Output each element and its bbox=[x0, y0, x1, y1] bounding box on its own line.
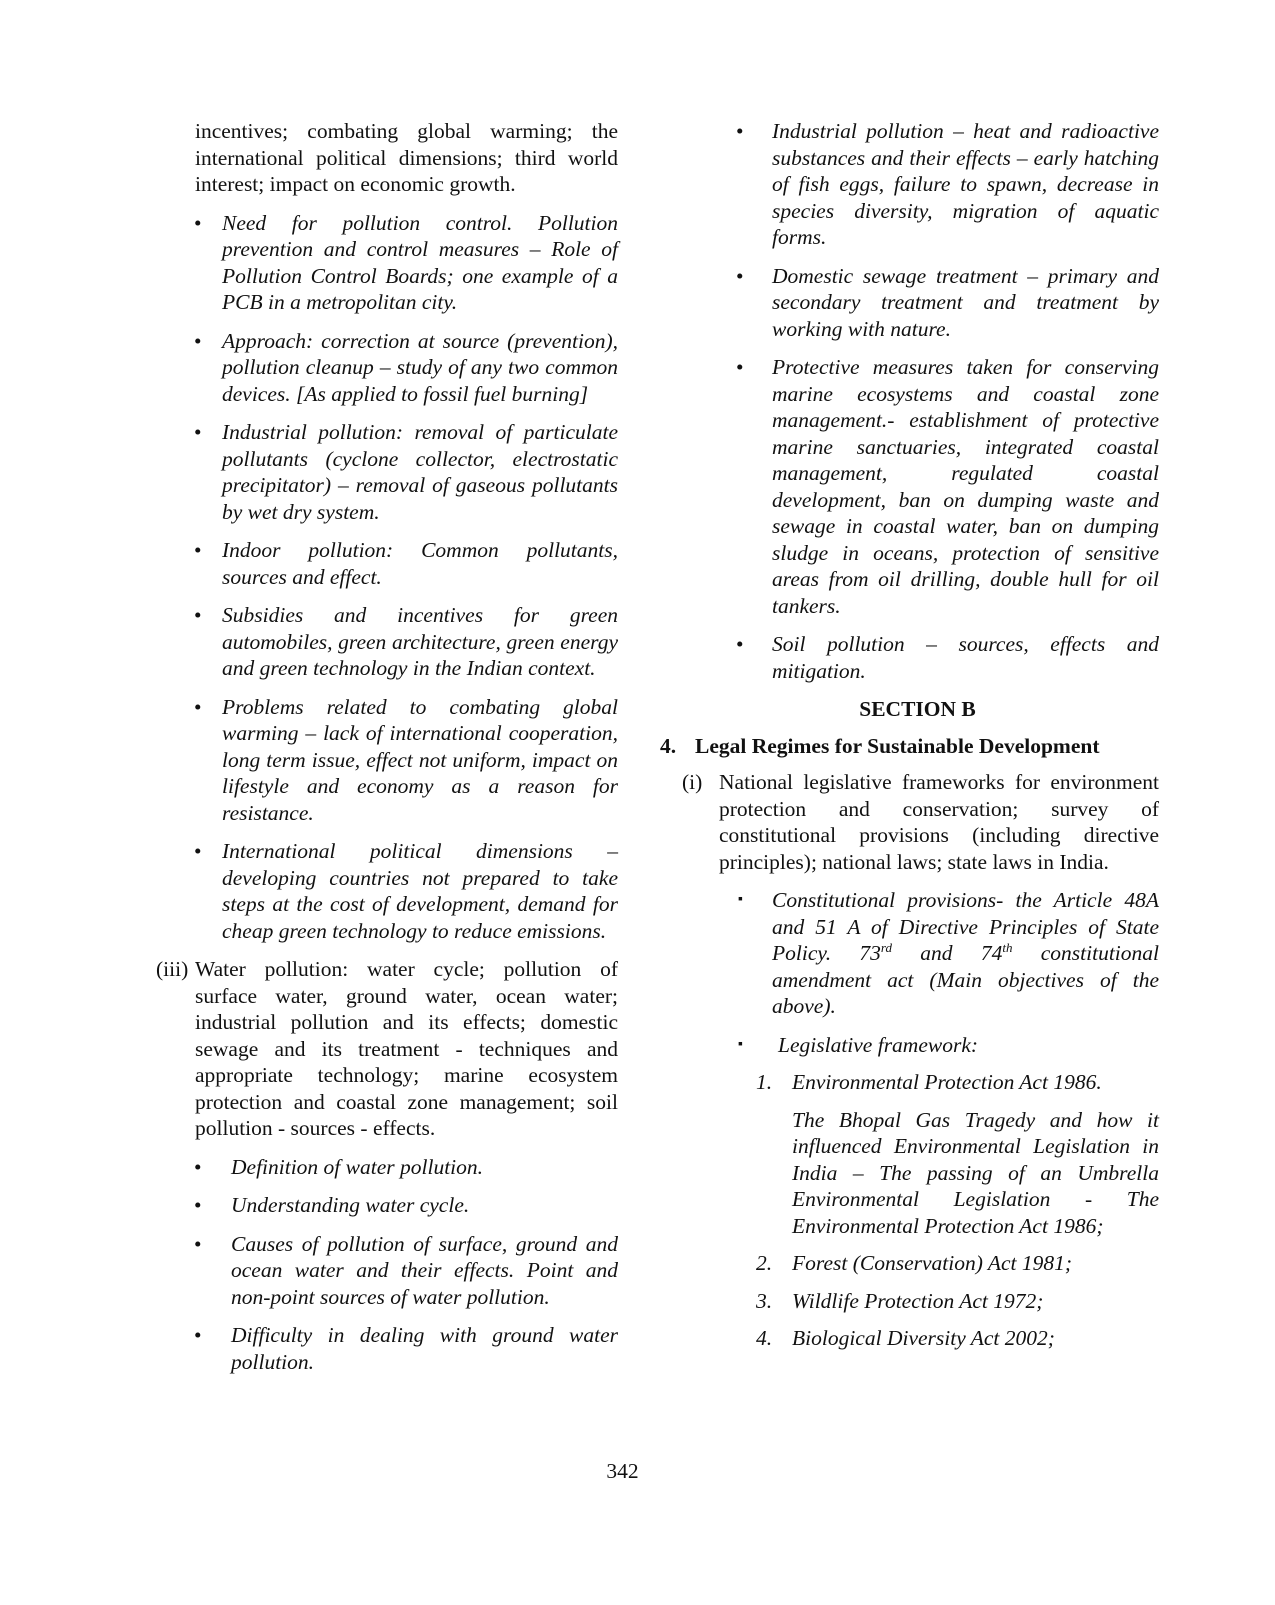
list-item: • Understanding water cycle. bbox=[194, 1193, 470, 1217]
bullet-marker: • bbox=[736, 355, 744, 379]
list-item: • International political dimensions – developing countries not prepared to take steps at the cost of development, demand for cheap green technology to reduce emissions. bbox=[194, 839, 618, 943]
square-list-item: ▪ Constitutional provisions- the Article 48A and 51 A of Directive Principles of State Policy. 73rd and 74th constitutional amendment act (Main objectives of the above). bbox=[738, 888, 1159, 1018]
section-marker: (iii) bbox=[156, 957, 189, 981]
act-item: 3. Wildlife Protection Act 1972; bbox=[756, 1288, 1044, 1313]
square-bullet-marker: ▪ bbox=[738, 1036, 743, 1052]
list-item: • Definition of water pollution. bbox=[194, 1154, 484, 1179]
left-column bbox=[156, 118, 618, 1375]
list-item: • Domestic sewage treatment – primary and secondary treatment and treatment by working with nature. bbox=[736, 263, 1159, 341]
bullet-marker: • bbox=[194, 1193, 202, 1217]
bullet-marker: • bbox=[194, 1323, 202, 1347]
bullet-marker: • bbox=[194, 694, 202, 719]
right-column bbox=[656, 118, 1159, 1352]
bullet-marker: • bbox=[736, 119, 744, 143]
list-item: • Problems related to combating global warming – lack of international cooperation, long term issue, effect not uniform, impact on lifestyle and economy as a reason for resistance. bbox=[194, 694, 618, 825]
act-item: 2. Forest (Conservation) Act 1981; bbox=[756, 1251, 1073, 1275]
intro-paragraph: incentives; combating global warming; the international political dimensions; third world interest; impact on economic growth. bbox=[195, 119, 618, 196]
section-iii: (iii) Water pollution: water cycle; pollution of surface water, ground water, ocean water; industrial pollution and its effects; domestic sewage and its treatment - techniques and appropriate technology; marine ecosystem protection and coastal zone management; soil pollution - sources - effects. bbox=[156, 957, 618, 1140]
act-item: 4. Biological Diversity Act 2002; bbox=[756, 1326, 1055, 1350]
bullet-marker: • bbox=[736, 632, 744, 656]
list-item: • Approach: correction at source (prevention), pollution cleanup – study of any two common devices. [As applied to fossil fuel burning] bbox=[194, 328, 618, 406]
square-list-item: ▪ Legislative framework: bbox=[738, 1032, 979, 1057]
bullet-marker: • bbox=[194, 210, 202, 235]
list-item: • Need for pollution control. Pollution prevention and control measures – Role of Pollution Control Boards; one example of a PCB in a metropolitan city. bbox=[194, 210, 618, 314]
list-item: • Indoor pollution: Common pollutants, sources and effect. bbox=[194, 538, 618, 589]
act-note: The Bhopal Gas Tragedy and how it influenced Environmental Legislation in India – The passing of an Umbrella Environmental Legislation - The Environmental Protection Act 1986; bbox=[792, 1107, 1159, 1238]
page-number: 342 bbox=[606, 1459, 639, 1483]
act-number: 4. bbox=[756, 1326, 773, 1350]
list-item: • Protective measures taken for conserving marine ecosystems and coastal zone management.- establishment of protective marine sanctuaries, integrated coastal management, regulated coastal development, ban on dumping waste and sewage in coastal water, ban on dumping sludge in oceans, protection of sensitive areas from oil drilling, double hull for oil tankers. bbox=[736, 355, 1159, 618]
bullet-marker: • bbox=[194, 420, 202, 444]
bullet-marker: • bbox=[194, 1231, 202, 1256]
bullet-marker: • bbox=[194, 538, 202, 562]
bullet-marker: • bbox=[194, 603, 202, 627]
section-heading: 4. Legal Regimes for Sustainable Development bbox=[660, 733, 1100, 758]
act-item: 1. Environmental Protection Act 1986. bbox=[756, 1070, 1102, 1094]
bullet-marker: • bbox=[194, 839, 202, 863]
bullet-marker: • bbox=[736, 263, 744, 288]
list-item: • Difficulty in dealing with ground water pollution. bbox=[194, 1323, 618, 1374]
item-marker: (i) bbox=[682, 770, 703, 794]
list-item: • Industrial pollution – heat and radioactive substances and their effects – early hatching of fish eggs, failure to spawn, decrease in species diversity, migration of aquatic forms. bbox=[736, 119, 1159, 249]
item-i: (i) National legislative frameworks for environment protection and conservation; survey of constitutional provisions (including directive principles); national laws; state laws in India. bbox=[682, 770, 1159, 874]
bullet-marker: • bbox=[194, 328, 202, 353]
act-number: 3. bbox=[756, 1288, 773, 1313]
square-bullet-marker: ▪ bbox=[738, 892, 743, 907]
list-item: • Industrial pollution: removal of particulate pollutants (cyclone collector, electrostatic precipitator) – removal of gaseous pollutants by wet dry system. bbox=[194, 420, 618, 524]
bullet-marker: • bbox=[194, 1154, 202, 1179]
section-title: SECTION B bbox=[859, 697, 976, 721]
list-item: • Soil pollution – sources, effects and mitigation. bbox=[736, 632, 1159, 683]
act-number: 2. bbox=[756, 1251, 773, 1275]
heading-number: 4. bbox=[660, 733, 677, 758]
list-item: • Subsidies and incentives for green automobiles, green architecture, green energy and green technology in the Indian context. bbox=[194, 603, 618, 680]
list-item: • Causes of pollution of surface, ground and ocean water and their effects. Point and non-point sources of water pollution. bbox=[194, 1231, 618, 1309]
act-number: 1. bbox=[756, 1070, 773, 1094]
